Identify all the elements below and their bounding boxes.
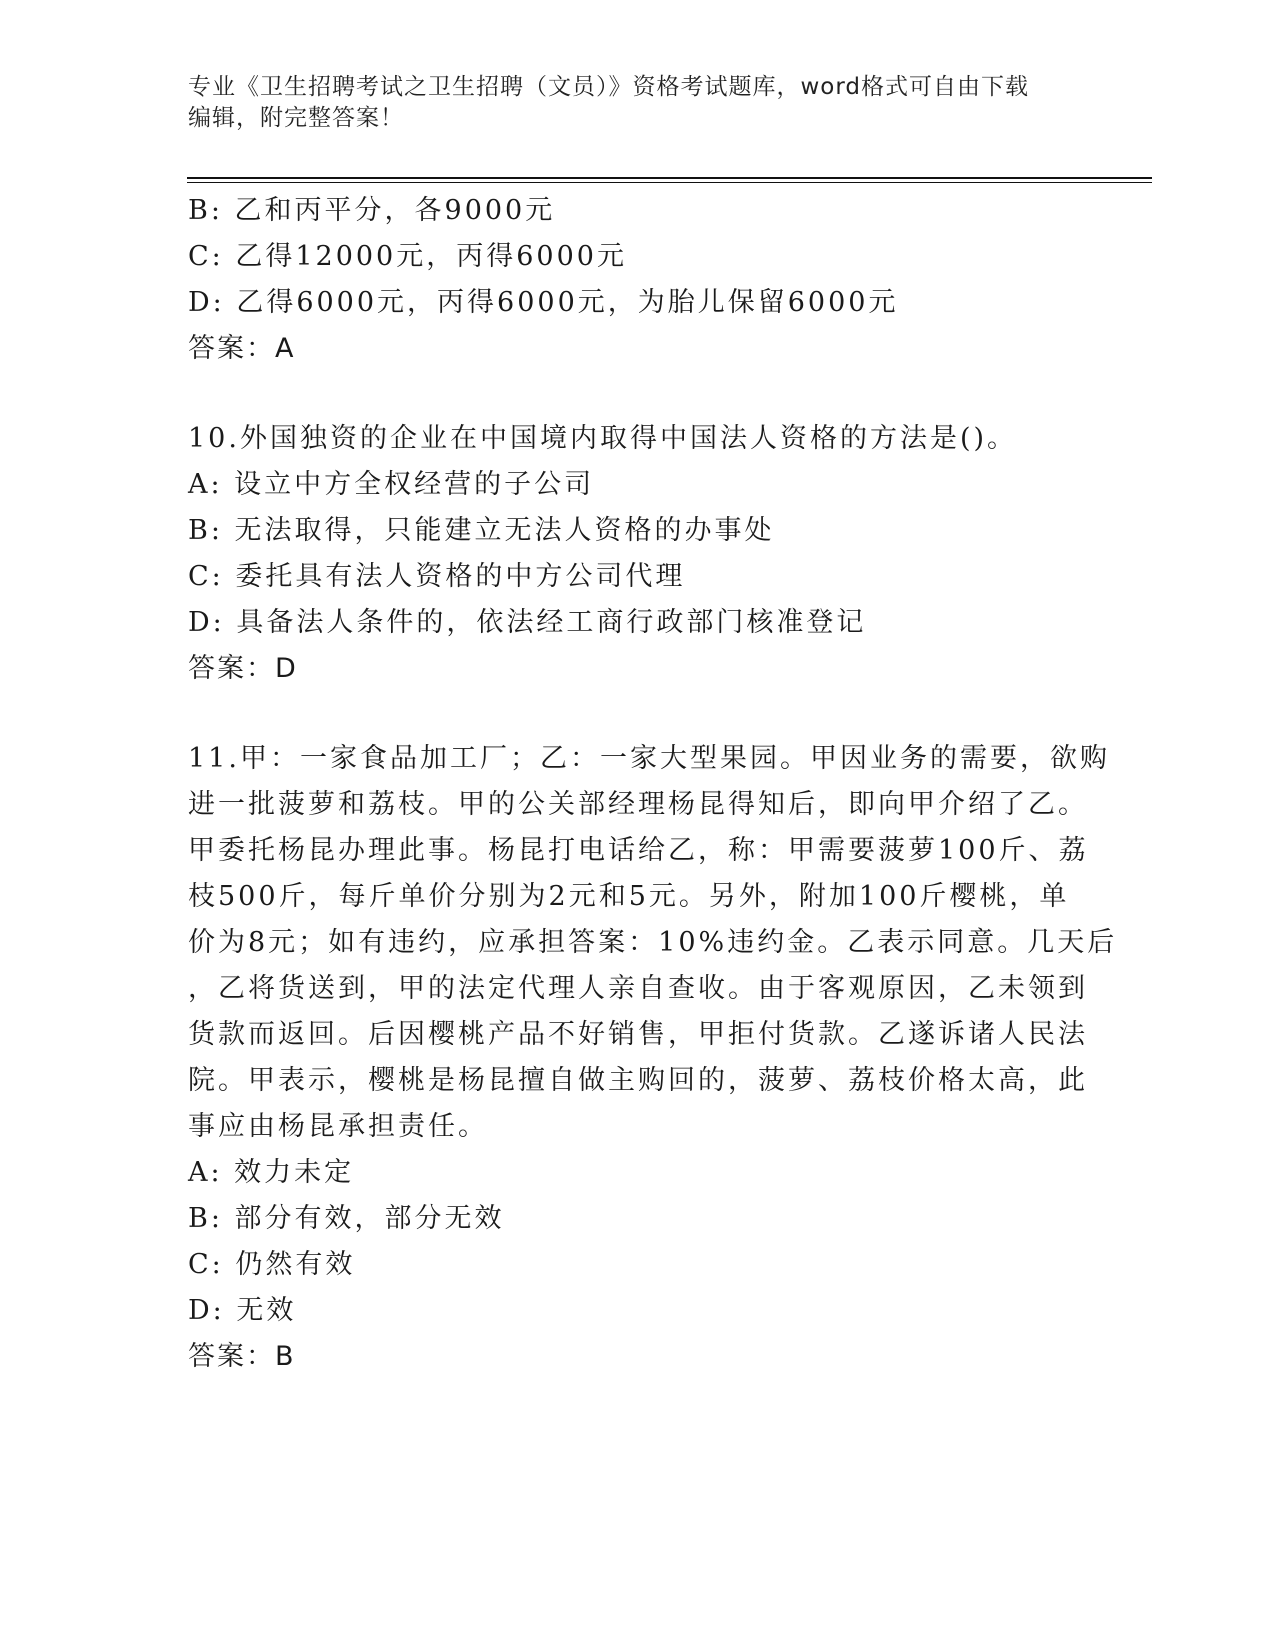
header-line-2: 编辑，附完整答案！ — [188, 105, 404, 131]
option-c: C: 乙得12000元，丙得6000元 — [188, 241, 627, 272]
header-line-1: 专业《卫生招聘考试之卫生招聘（文员）》资格考试题库，word格式可自由下载 — [188, 74, 1030, 100]
option-a: A: 设立中方全权经营的子公司 — [188, 469, 595, 500]
stem-line: 事应由杨昆承担责任。 — [188, 1111, 488, 1142]
answer: 答案：A — [188, 333, 296, 364]
question-content — [188, 188, 1118, 1380]
header-divider-thick — [187, 177, 1152, 179]
spacer — [188, 692, 1068, 736]
stem-line: 枝500斤，每斤单价分别为2元和5元。另外，附加100斤樱桃，单 — [188, 881, 1070, 912]
answer: 答案：B — [188, 1341, 296, 1372]
option-d: D: 乙得6000元，丙得6000元，为胎儿保留6000元 — [188, 287, 899, 318]
option-b: B: 无法取得，只能建立无法人资格的办事处 — [188, 515, 775, 546]
option-c: C: 仍然有效 — [188, 1249, 356, 1280]
stem-line: 11.甲：一家食品加工厂；乙：一家大型果园。甲因业务的需要，欲购 — [188, 743, 1110, 774]
stem-line: ，乙将货送到，甲的法定代理人亲自查收。由于客观原因，乙未领到 — [188, 973, 1088, 1004]
stem-line: 甲委托杨昆办理此事。杨昆打电话给乙，称：甲需要菠萝100斤、荔 — [188, 835, 1089, 866]
question-10 — [188, 416, 1068, 692]
stem-line: 进一批菠萝和荔枝。甲的公关部经理杨昆得知后，即向甲介绍了乙。 — [188, 789, 1088, 820]
option-b: B: 部分有效，部分无效 — [188, 1203, 505, 1234]
question-stem: 10.外国独资的企业在中国境内取得中国法人资格的方法是()。 — [188, 423, 1018, 454]
document-header — [188, 72, 1088, 134]
option-c: C: 委托具有法人资格的中方公司代理 — [188, 561, 686, 592]
question-stem — [188, 736, 1118, 1150]
question-11 — [188, 736, 1118, 1380]
stem-line: 价为8元；如有违约，应承担答案：10%违约金。乙表示同意。几天后 — [188, 927, 1118, 958]
spacer — [188, 372, 1068, 416]
header-divider-thin — [187, 182, 1152, 183]
stem-line: 院。甲表示，樱桃是杨昆擅自做主购回的，菠萝、荔枝价格太高，此 — [188, 1065, 1088, 1096]
answer: 答案：D — [188, 653, 298, 684]
question-9-tail — [188, 188, 1068, 372]
option-a: A: 效力未定 — [188, 1157, 355, 1188]
stem-line: 货款而返回。后因樱桃产品不好销售，甲拒付货款。乙遂诉诸人民法 — [188, 1019, 1088, 1050]
option-d: D: 具备法人条件的，依法经工商行政部门核准登记 — [188, 607, 867, 638]
option-b: B: 乙和丙平分，各9000元 — [188, 195, 556, 226]
option-d: D: 无效 — [188, 1295, 297, 1326]
